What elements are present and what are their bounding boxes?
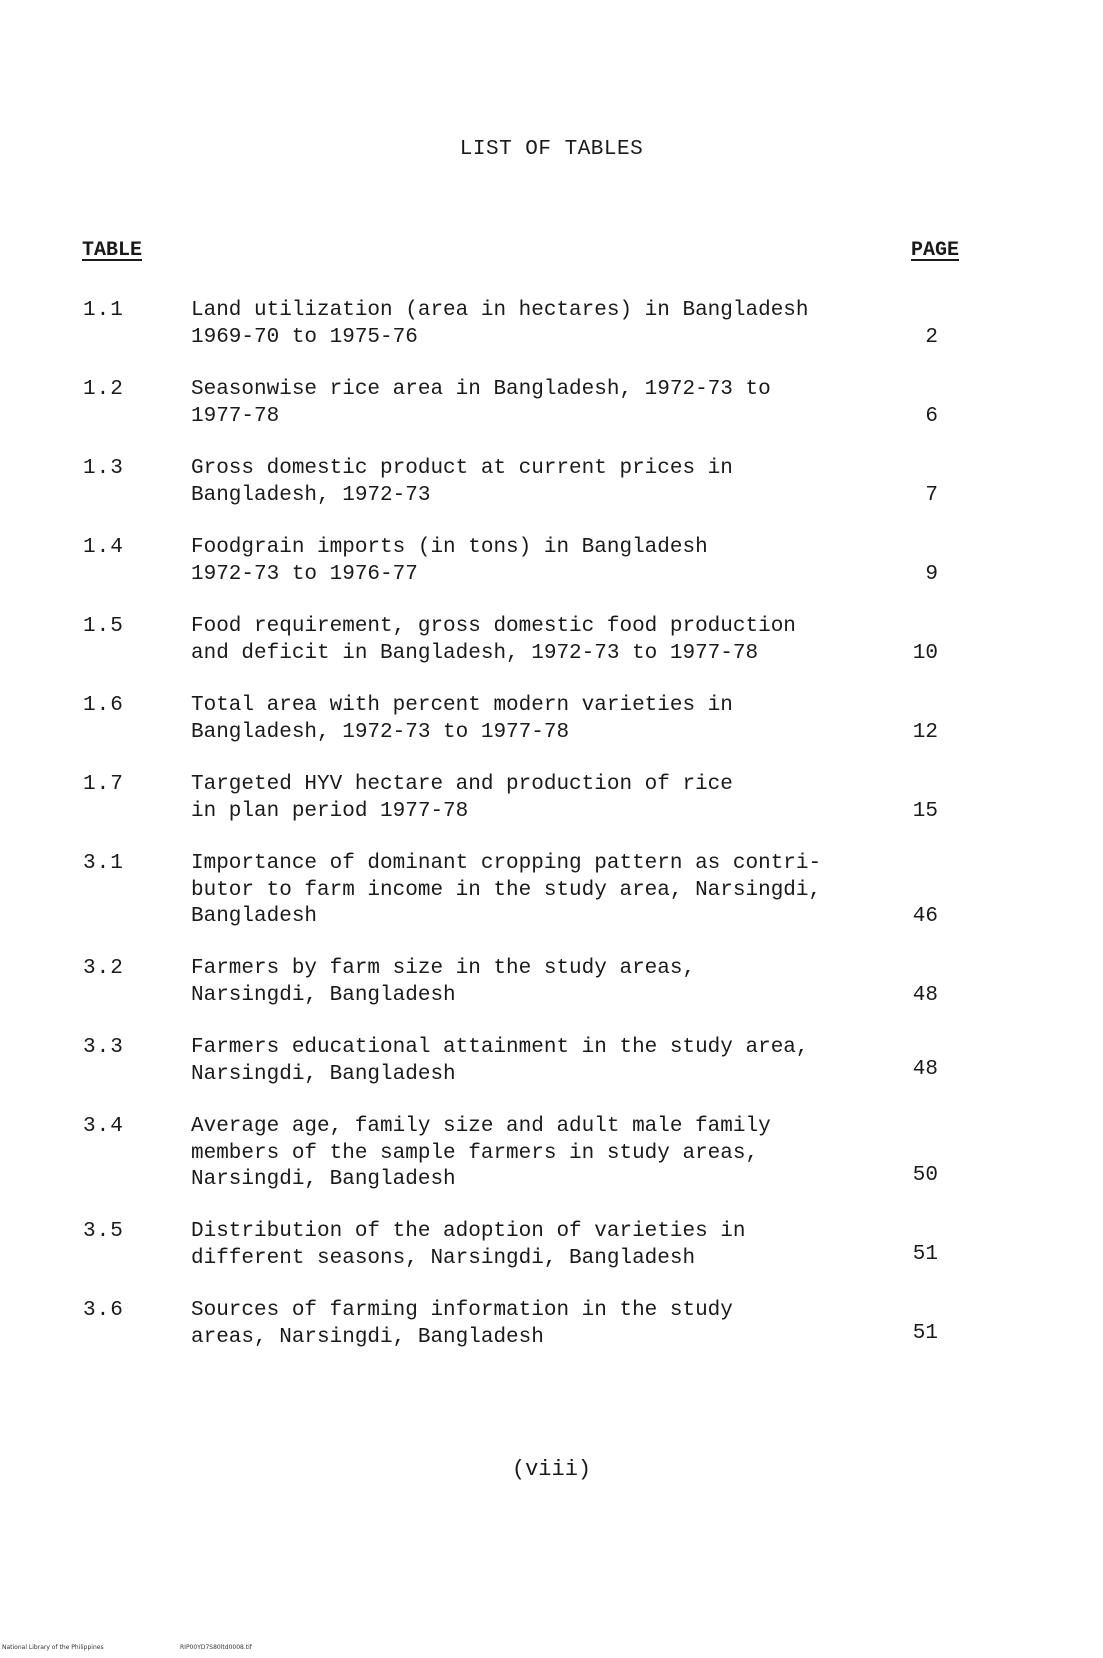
footer-library-name: National Library of the Philippines [2, 1644, 104, 1651]
table-number: 3.2 [83, 957, 124, 980]
table-title: Food requirement, gross domestic food production and deficit in Bangladesh, 1972-73 to 1977-78 [191, 615, 796, 665]
page-number: (viii) [511, 1457, 592, 1482]
table-column-header: TABLE [82, 239, 143, 262]
table-title: Distribution of the adoption of varieties in different seasons, Narsingdi, Bangladesh [191, 1220, 746, 1270]
page-ref: 9 [925, 562, 938, 586]
table-title: Farmers educational attainment in the study area, Narsingdi, Bangladesh [191, 1036, 809, 1086]
table-title: Seasonwise rice area in Bangladesh, 1972-73 to 1977-78 [191, 378, 771, 428]
table-number: 3.3 [83, 1036, 124, 1059]
table-title: Gross domestic product at current prices in Bangladesh, 1972-73 [191, 457, 733, 507]
table-number: 1.3 [83, 457, 124, 480]
table-title: Targeted HYV hectare and production of rice in plan period 1977-78 [191, 773, 733, 823]
table-title: Foodgrain imports (in tons) in Bangladesh 1972-73 to 1976-77 [191, 536, 708, 586]
table-title: Farmers by farm size in the study areas, Narsingdi, Bangladesh [191, 957, 696, 1007]
table-number: 1.2 [83, 378, 124, 401]
page-ref: 48 [912, 1058, 938, 1081]
table-number: 3.6 [83, 1299, 124, 1322]
page-ref: 50 [912, 1164, 938, 1187]
table-number: 3.1 [83, 852, 124, 875]
table-title: Total area with percent modern varieties in Bangladesh, 1972-73 to 1977-78 [191, 694, 733, 744]
table-title: Importance of dominant cropping pattern as contri- butor to farm income in the study area, Narsingdi, Bangladesh [191, 852, 822, 928]
table-title: Land utilization (area in hectares) in Bangladesh 1969-70 to 1975-76 [191, 299, 809, 349]
page-ref: 51 [912, 1322, 938, 1345]
table-number: 1.5 [83, 615, 124, 638]
page-column-header: PAGE [911, 239, 960, 262]
page-ref: 10 [912, 641, 938, 665]
page-ref: 48 [912, 983, 938, 1007]
table-title: Average age, family size and adult male family members of the sample farmers in study areas, Narsingdi, Bangladesh [191, 1115, 771, 1191]
table-number: 1.1 [83, 299, 124, 322]
page-title: LIST OF TABLES [459, 138, 644, 161]
page-ref: 6 [925, 404, 938, 428]
table-number: 1.7 [83, 773, 124, 796]
page-ref: 46 [912, 905, 938, 928]
page-ref: 2 [925, 325, 938, 349]
page-ref: 15 [912, 799, 938, 823]
table-title: Sources of farming information in the study areas, Narsingdi, Bangladesh [191, 1299, 733, 1349]
page-ref: 7 [925, 483, 938, 507]
footer-file-name: RIP00YD7S80ltd0008.tif [180, 1644, 252, 1651]
table-number: 1.4 [83, 536, 124, 559]
table-number: 1.6 [83, 694, 124, 717]
page-ref: 12 [912, 720, 938, 744]
table-number: 3.4 [83, 1115, 124, 1138]
table-number: 3.5 [83, 1220, 124, 1243]
page-ref: 51 [912, 1243, 938, 1266]
